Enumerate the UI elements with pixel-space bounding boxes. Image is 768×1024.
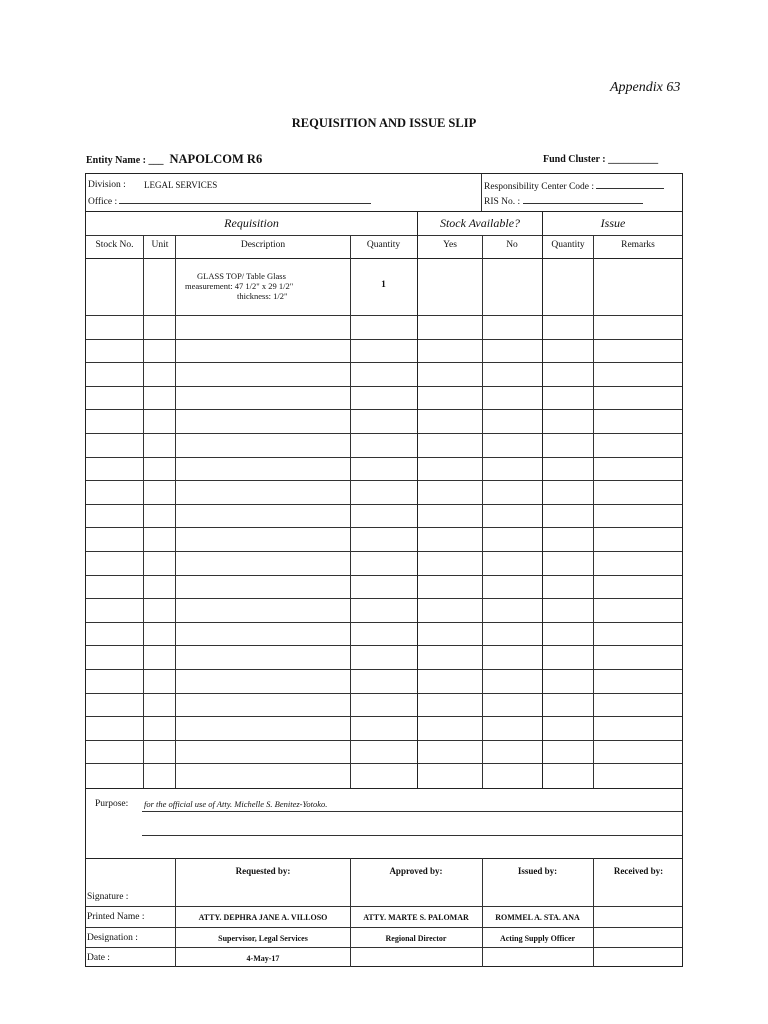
issued-by-designation: Acting Supply Officer	[499, 934, 576, 943]
date-label: Date :	[87, 953, 110, 963]
col-divider	[542, 211, 543, 788]
issued-by-name: ROMMEL A. STA. ANA	[495, 913, 580, 922]
col-stock-no: Stock No.	[95, 240, 134, 250]
appendix-label: Appendix 63	[610, 80, 681, 95]
col-unit: Unit	[151, 240, 169, 250]
item-description-line-3: thickness: 1/2"	[237, 291, 288, 301]
sig-divider	[350, 858, 351, 967]
sig-divider	[175, 858, 176, 967]
col-issue-quantity: Quantity	[551, 240, 585, 250]
responsibility-center-blank	[596, 180, 664, 189]
requisition-form	[85, 173, 683, 967]
col-remarks: Remarks	[621, 240, 655, 250]
entity-name-value: NAPOLCOM R6	[169, 152, 263, 166]
approved-by-name: ATTY. MARTE S. PALOMAR	[363, 913, 469, 922]
item-quantity: 1	[381, 280, 386, 290]
division-value: LEGAL SERVICES	[144, 180, 218, 190]
section-issue: Issue	[600, 216, 626, 230]
ris-no-label	[484, 195, 643, 207]
rule	[86, 211, 682, 212]
purpose-line	[142, 811, 682, 812]
col-divider	[417, 211, 418, 788]
responsibility-center-label	[484, 180, 664, 192]
col-divider	[175, 235, 176, 788]
col-divider	[350, 235, 351, 788]
purpose-label: Purpose:	[95, 799, 129, 809]
page-title: REQUISITION AND ISSUE SLIP	[291, 116, 477, 130]
col-no: No	[506, 240, 518, 250]
division-label: Division :	[88, 180, 126, 190]
received-by-label: Received by:	[613, 866, 664, 876]
signature-label: Signature :	[87, 892, 129, 902]
col-divider	[593, 235, 594, 788]
office-label	[88, 195, 371, 207]
section-stock-available: Stock Available?	[439, 216, 521, 230]
item-description-line-2: measurement: 47 1/2" x 29 1/2"	[185, 281, 294, 291]
designation-label: Designation :	[87, 933, 138, 943]
issued-by-label: Issued by:	[517, 866, 558, 876]
section-requisition: Requisition	[224, 216, 279, 230]
requested-by-label: Requested by:	[235, 866, 291, 876]
col-yes: Yes	[443, 240, 457, 250]
approved-by-designation: Regional Director	[385, 934, 447, 943]
responsibility-center-text: Responsibility Center Code :	[484, 182, 595, 192]
approved-by-label: Approved by:	[389, 866, 443, 876]
requested-by-designation: Supervisor, Legal Services	[218, 934, 308, 943]
header-divider	[481, 174, 482, 211]
purpose-line	[142, 835, 682, 836]
requested-by-name: ATTY. DEPHRA JANE A. VILLOSO	[198, 913, 328, 922]
item-description-line-1: GLASS TOP/ Table Glass	[197, 271, 286, 281]
ris-no-text: RIS No. :	[484, 197, 521, 207]
office-blank	[119, 195, 371, 204]
fund-cluster-label: Fund Cluster : __________	[543, 154, 659, 165]
col-description: Description	[240, 240, 286, 250]
purpose-value: for the official use of Atty. Michelle S. Benitez-Yotoko.	[144, 799, 328, 809]
printed-name-label: Printed Name :	[87, 912, 145, 922]
rule	[86, 788, 682, 789]
col-quantity: Quantity	[366, 240, 401, 250]
sig-divider	[482, 858, 483, 967]
entity-row	[86, 152, 682, 167]
col-divider	[143, 235, 144, 788]
entity-name-label: Entity Name : ___	[86, 155, 164, 166]
office-label-text: Office :	[88, 197, 118, 207]
ris-no-blank	[523, 195, 643, 204]
sig-divider	[593, 858, 594, 967]
requested-by-date: 4-May-17	[246, 954, 280, 963]
col-divider	[482, 235, 483, 788]
